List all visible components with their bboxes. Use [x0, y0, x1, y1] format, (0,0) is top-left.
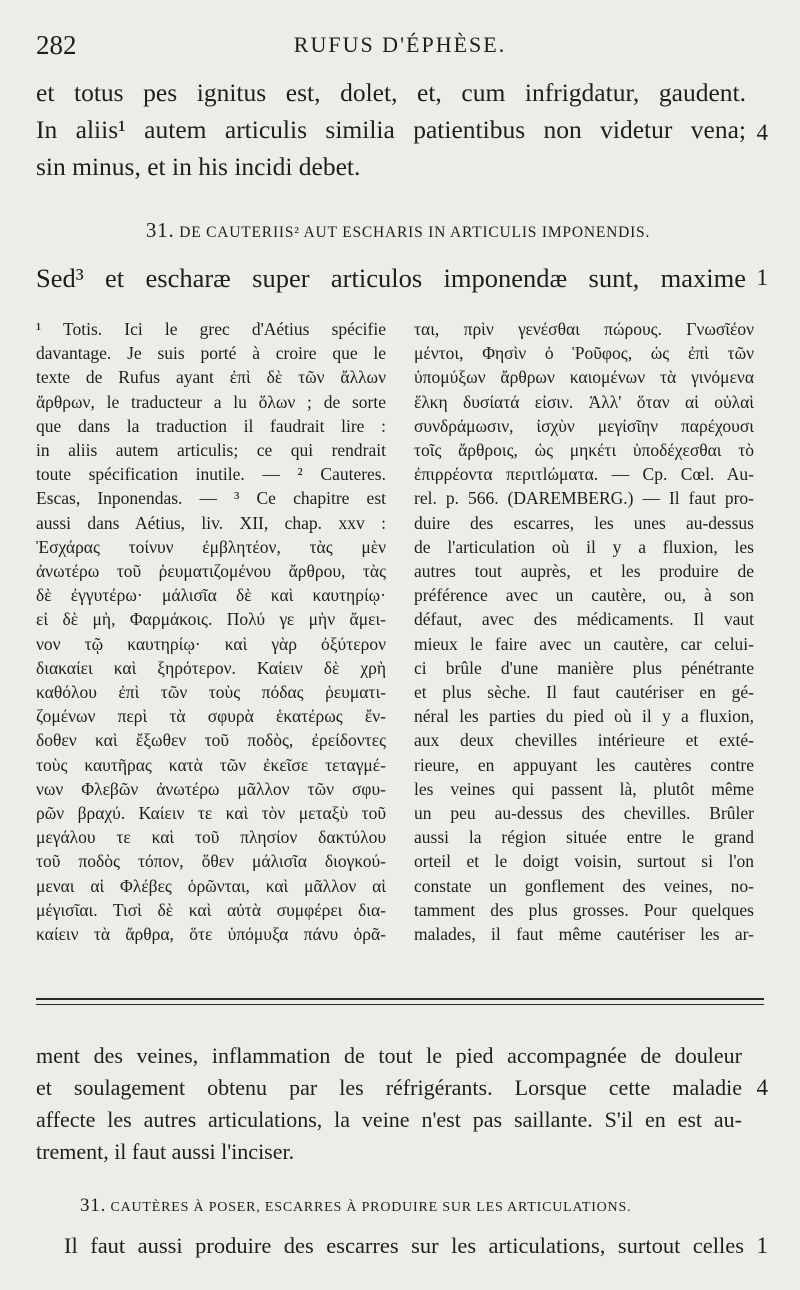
- footnote-line: aussi dans Aétius, liv. XII, chap. xxv :: [36, 512, 386, 533]
- section-number: 31.: [80, 1195, 107, 1216]
- footnote-line: ζομένων περὶ τὰ σφυρὰ ἑκατέρως ἔν-: [36, 706, 386, 727]
- footnotes-right-column: [414, 317, 754, 946]
- margin-line-number: 1: [756, 1233, 768, 1258]
- footnote-line: de l'articulation où il y a fluxion, les: [414, 536, 754, 557]
- footnote-line: néral les parties du pied où il y a fluxion,: [414, 706, 754, 727]
- text-line: sin minus, et in his incidi debet.: [36, 152, 361, 181]
- latin-text-sed: [36, 260, 746, 297]
- margin-line-number: 4: [756, 120, 768, 145]
- footnote-line: tamment des plus grosses. Pour quelques: [414, 899, 754, 920]
- margin-line-number: 4: [756, 1075, 768, 1100]
- footnote-line: que dans la traduction il faudrait lire :: [36, 415, 386, 436]
- footnote-line: duire des escarres, les unes au-dessus: [414, 512, 754, 533]
- footnote-line: toute spécification inutile. — ² Cauteres.: [36, 464, 386, 485]
- text-line: et soulagement obtenu par les réfrigérants. Lorsque cette maladie: [36, 1075, 742, 1100]
- footnote-line: τοῖς ἄρθροις, ὡς μηκέτι ὑποδέχεσθαι τὸ: [414, 440, 754, 461]
- running-title: RUFUS D'ÉPHÈSE.: [293, 32, 507, 57]
- page-number: 282: [36, 30, 77, 60]
- footnote-line: ἀνωτέρω τοῦ ῥευματιζομένου ἄρθρου, τὰς: [36, 561, 386, 582]
- footnote-line: préférence avec un cautère, ou, à son: [414, 585, 754, 606]
- text-line: affecte les autres articulations, la veine n'est pas saillante. S'il en est au-: [36, 1107, 742, 1132]
- footnote-line: ὑπομύξων ἄρθρων καιομένων τὰ γινόμενα: [414, 367, 754, 388]
- section-heading: DE CAUTERIIS² AUT ESCHARIS IN ARTICULIS IMPONENDIS.: [179, 224, 651, 241]
- footnote-line: τοῦ ποδὸς τόπον, ὅθεν μάλισῖα διογκού-: [36, 851, 386, 872]
- footnote-line: μεναι αἱ Φλέβες ὁρῶνται, καὶ μᾶλλον αἱ: [36, 875, 386, 896]
- margin-line-number: 1: [756, 265, 768, 290]
- footnote-line: ται, πρὶν γενέσθαι πώρους. Γνωσῖέον: [414, 319, 754, 339]
- footnote-line: texte de Rufus ayant ἐπὶ δὲ τῶν ἄλλων: [36, 367, 386, 388]
- divider-rule: [36, 998, 764, 1000]
- text-line: ment des veines, inflammation de tout le pied accompagnée de douleur: [36, 1043, 742, 1068]
- footnote-line: défaut, avec des médicaments. Il vaut: [414, 609, 754, 630]
- footnote-line: orteil et le doigt voisin, surtout si l'on: [414, 851, 754, 872]
- section-title: [36, 218, 760, 243]
- footnote-line: διακαίει καὶ ξηρότερον. Καίειν δὲ χρὴ: [36, 657, 386, 678]
- footnote-line: un peu au-dessus des chevilles. Brûler: [414, 803, 754, 824]
- footnote-line: δοθεν καὶ ἔξωθεν τοῦ ποδὸς, ἐρείδοντες: [36, 730, 386, 751]
- section-number: 31.: [145, 218, 175, 242]
- text-line: Il faut aussi produire des escarres sur les articulations, surtout celles: [64, 1233, 744, 1258]
- footnote-line: rieure, en appuyant les cautères contre: [414, 754, 754, 775]
- footnote-line: μέντοι, Φησὶν ὁ Ῥοῦφος, ὡς ἐπὶ τῶν: [414, 343, 754, 364]
- footnote-line: autres tout auprès, et les produire de: [414, 561, 754, 582]
- section-heading: CAUTÈRES À POSER, ESCARRES À PRODUIRE SUR LES ARTICULATIONS.: [110, 1200, 632, 1215]
- divider-rule-thin: [36, 1004, 764, 1005]
- french-text-last: [64, 1230, 744, 1262]
- footnote-line: les veines qui passent là, plutôt même: [414, 778, 754, 799]
- footnote-line: davantage. Je suis porté à croire que le: [36, 343, 386, 364]
- latin-text-top: [36, 74, 746, 185]
- footnote-line: ρῶν βραχύ. Καίειν τε καὶ τὸν μεταξὺ τοῦ: [36, 803, 386, 824]
- footnotes-left-column: [36, 317, 386, 946]
- footnote-line: mieux le faire avec un cautère, car celui-: [414, 633, 754, 654]
- french-translation: [36, 1040, 742, 1168]
- footnote-line: μεγάλου τε καὶ τοῦ πλησίον δακτύλου: [36, 827, 386, 848]
- footnote-line: εἰ δὲ μὴ, Φαρμάκοις. Πολύ γε μὴν ἄμει-: [36, 609, 386, 630]
- footnote-line: καθόλου ἐπὶ τῶν τοὺς πόδας ῥευματι-: [36, 682, 386, 703]
- text-line: Sed³ et escharæ super articulos imponendæ sunt, maxime: [36, 263, 746, 293]
- footnote-line: Ἐσχάρας τοίνυν ἐμβλητέον, τὰς μὲν: [36, 536, 386, 557]
- footnote-line: et plus sèche. Il faut cautériser en gé-: [414, 682, 754, 703]
- footnote-line: ἕλκη δυσίατά εἰσιν. Ἀλλ' ὅταν αἱ οὐλαὶ: [414, 391, 754, 412]
- footnote-line: καίειν τὰ ἄρθρα, ὅτε ὑπόμυξα πάνυ ὁρᾶ-: [36, 924, 386, 945]
- footnote-line: rel. p. 566. (DAREMBERG.) — Il faut pro-: [414, 488, 754, 509]
- footnote-line: malades, il faut même cautériser les ar-: [414, 924, 754, 945]
- footnote-line: νον τῷ καυτηρίῳ· καὶ γὰρ ὀξύτερον: [36, 633, 386, 654]
- footnote-line: aussi la région située entre le grand: [414, 827, 754, 848]
- footnote-line: δὲ ἐγγυτέρω· μάλισῖα δὲ καὶ καυτηρίῳ·: [36, 585, 386, 606]
- footnote-line: ci brûle d'une manière plus pénétrante: [414, 657, 754, 678]
- footnote-line: νων Φλεβῶν ἀνωτέρω μᾶλλον τῶν σφυ-: [36, 778, 386, 799]
- footnote-line: ¹ Totis. Ici le grec d'Aétius spécifie: [36, 319, 386, 339]
- footnote-line: constate un gonflement des veines, no-: [414, 875, 754, 896]
- footnote-line: in aliis autem articulis; ce qui rendrait: [36, 440, 386, 461]
- footnote-line: Escas, Inponendas. — ³ Ce chapitre est: [36, 488, 386, 509]
- footnote-line: ἐπιρρέοντα περιτlώματα. — Cp. Cœl. Au-: [414, 464, 754, 485]
- footnote-line: τοὺς καυτῆρας κατὰ τῶν ἐκεῖσε τεταγμέ-: [36, 754, 386, 775]
- text-line: trement, il faut aussi l'inciser.: [36, 1139, 295, 1164]
- page-header: [36, 30, 764, 70]
- text-line: et totus pes ignitus est, dolet, et, cum infrigdatur, gaudent.: [36, 78, 746, 107]
- section-title-french: [80, 1195, 760, 1217]
- footnote-line: aux deux chevilles intérieure et exté-: [414, 730, 754, 751]
- footnote-line: μέγισῖαι. Τισὶ δὲ καὶ αὐτὰ συμφέρει δια-: [36, 899, 386, 920]
- footnote-line: συνδράμωσιν, ἰσχὺν μεγίσῖην παρέχουσι: [414, 415, 754, 436]
- text-line: In aliis¹ autem articulis similia patientibus non videtur vena;: [36, 115, 746, 144]
- footnote-line: ἄρθρων, le traducteur a lu ὅλων ; de sorte: [36, 391, 386, 412]
